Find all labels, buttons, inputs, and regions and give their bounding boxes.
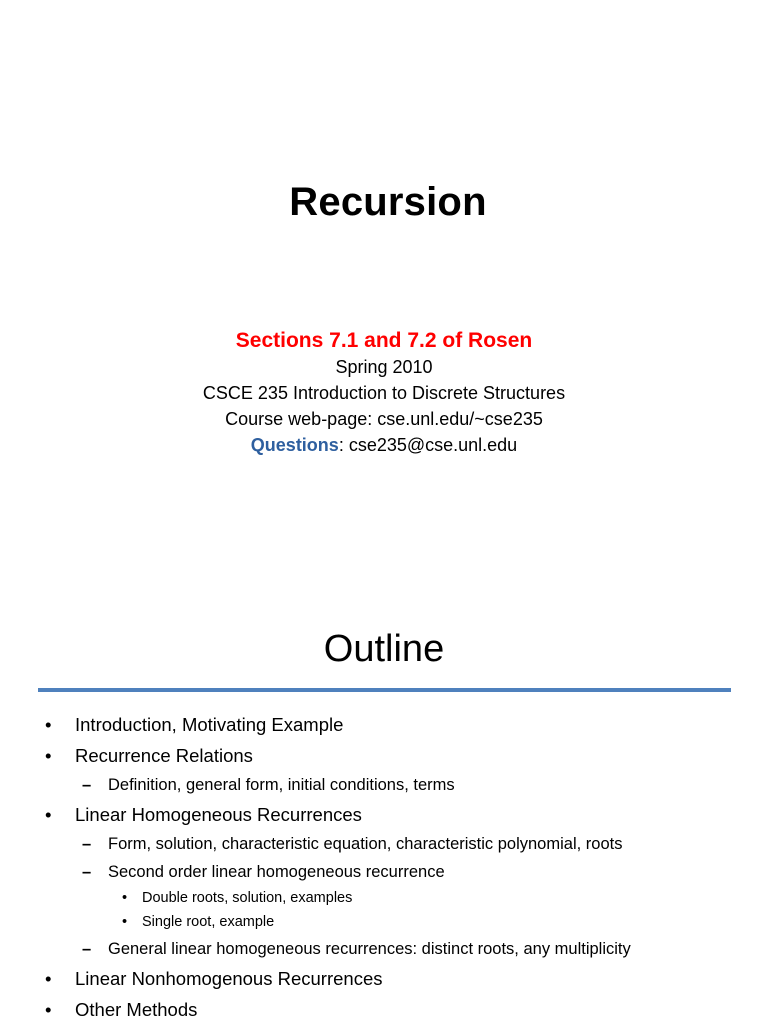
- outline-item: [45, 999, 198, 1021]
- bullet-marker: •: [122, 890, 128, 906]
- outline-subitem: [82, 835, 623, 854]
- bullet-marker: •: [45, 714, 52, 735]
- title-divider: [38, 688, 731, 692]
- outline-subsubitem: [122, 890, 353, 906]
- bullet-marker: •: [45, 745, 52, 766]
- bullet-marker: •: [122, 914, 128, 930]
- outline-subitem: [82, 940, 631, 959]
- bullet-marker: •: [45, 968, 52, 989]
- outline-item-text: Linear Nonhomogenous Recurrences: [75, 968, 383, 989]
- outline-subitem: [82, 863, 445, 882]
- outline-subitem-text: Second order linear homogeneous recurrence: [108, 863, 445, 881]
- course-text: CSCE 235 Introduction to Discrete Structures: [202, 383, 566, 403]
- dash-marker: –: [82, 940, 92, 958]
- subtitle-block: [0, 328, 768, 458]
- dash-marker: –: [82, 835, 92, 853]
- outline-item-text: Introduction, Motivating Example: [75, 714, 344, 735]
- sections-subtitle: Sections 7.1 and 7.2 of Rosen: [235, 329, 533, 352]
- outline-subitem-text: Form, solution, characteristic equation, characteristic polynomial, roots: [108, 835, 623, 853]
- outline-subsubitem-text: Double roots, solution, examples: [142, 890, 353, 906]
- outline-title: Outline: [323, 628, 445, 670]
- outline-item: [45, 968, 383, 990]
- outline-subitem: [82, 776, 455, 795]
- term-text: Spring 2010: [335, 357, 433, 377]
- outline-item-text: Recurrence Relations: [75, 745, 253, 766]
- questions-email: : cse235@cse.unl.edu: [338, 435, 518, 455]
- outline-item: [45, 745, 253, 767]
- questions-line: [0, 432, 768, 458]
- bullet-marker: •: [45, 804, 52, 825]
- outline-item-text: Linear Homogeneous Recurrences: [75, 804, 362, 825]
- outline-item: [45, 714, 344, 736]
- outline-subitem-text: General linear homogeneous recurrences: distinct roots, any multiplicity: [108, 940, 631, 958]
- outline-item: [45, 804, 362, 826]
- outline-subsubitem-text: Single root, example: [142, 914, 275, 930]
- dash-marker: –: [82, 863, 92, 881]
- dash-marker: –: [82, 776, 92, 794]
- slide-title: Recursion: [289, 180, 487, 224]
- outline-subitem-text: Definition, general form, initial conditions, terms: [108, 776, 455, 794]
- outline-subsubitem: [122, 914, 275, 930]
- bullet-marker: •: [45, 999, 52, 1020]
- outline-item-text: Other Methods: [75, 999, 198, 1020]
- webpage-text: Course web-page: cse.unl.edu/~cse235: [225, 409, 543, 429]
- outline-slide: [0, 576, 768, 1024]
- questions-label: Questions: [250, 435, 339, 455]
